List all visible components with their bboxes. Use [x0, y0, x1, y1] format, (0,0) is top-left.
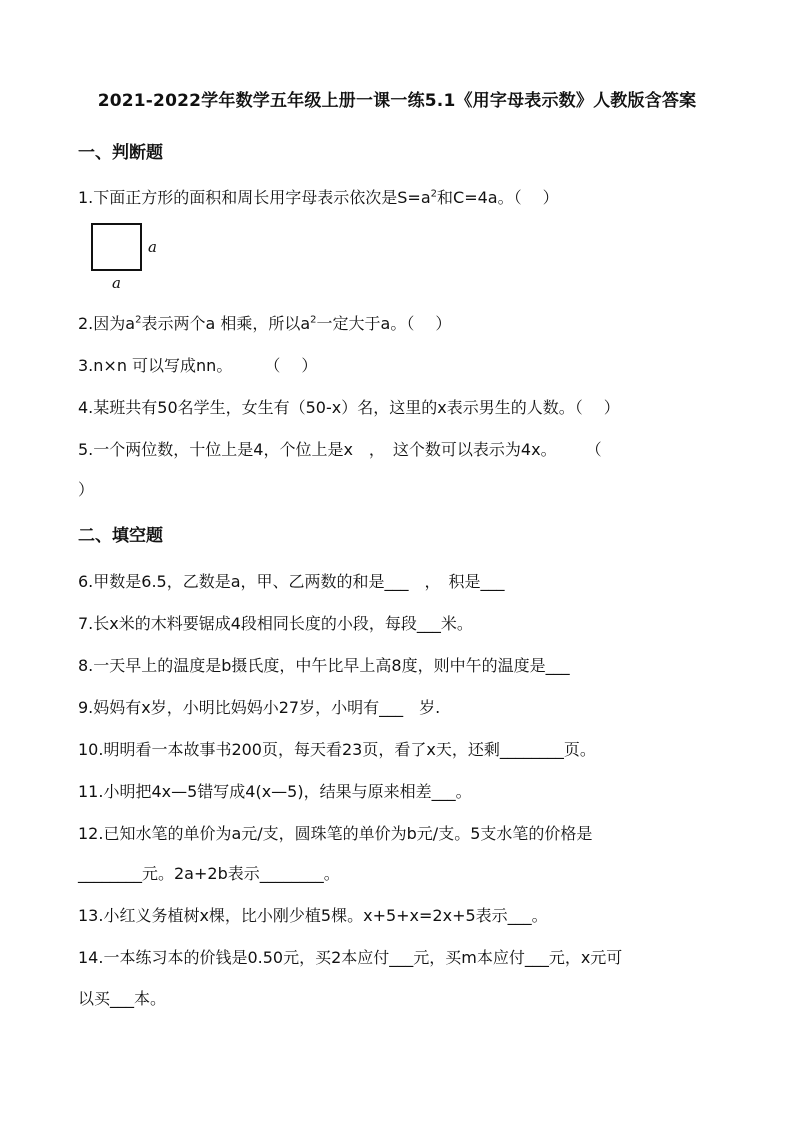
question-9: 9.妈妈有x岁，小明比妈妈小27岁，小明有___ 岁. [78, 698, 441, 717]
question-10: 10.明明看一本故事书200页，每天看23页，看了x天，还剩________页。 [78, 740, 596, 759]
question-14-line-2: 以买___本。 [78, 989, 167, 1008]
document-title: 2021-2022学年数学五年级上册一课一练5.1《用字母表示数》人教版含答案 [97, 91, 697, 111]
question-11: 11.小明把4x—5错写成4(x—5)，结果与原来相差___。 [78, 782, 472, 801]
question-2 [78, 311, 451, 334]
question-12-line-2: ________元。2a+2b表示________。 [78, 864, 340, 883]
question-12-line-1: 12.已知水笔的单价为a元/支，圆珠笔的单价为b元/支。5支水笔的价格是 [78, 824, 593, 843]
question-2-text-end: 一定大于a。（ ） [316, 314, 452, 333]
question-1-superscript: 2 [430, 188, 438, 200]
question-2-superscript-2: 2 [310, 314, 317, 326]
question-14-line-1: 14.一本练习本的价钱是0.50元，买2本应付___元，买m本应付___元，x元可 [78, 948, 623, 967]
question-2-text-mid: 表示两个a 相乘，所以a [141, 314, 311, 333]
question-6: 6.甲数是6.5，乙数是a，甲、乙两数的和是___ ， 积是___ [78, 572, 505, 591]
section-heading-fill-blank: 二、填空题 [78, 526, 163, 546]
question-2-superscript: 2 [135, 314, 142, 326]
question-3: 3.n×n 可以写成nn。 （ ） [78, 356, 318, 375]
question-2-text: 2.因为a [78, 314, 136, 333]
question-1-text: 1.下面正方形的面积和周长用字母表示依次是S=a [78, 188, 431, 207]
question-1-text-end: 和C=4a。（ ） [437, 188, 559, 207]
question-7: 7.长x米的木料要锯成4段相同长度的小段，每段___米。 [78, 614, 473, 633]
question-5-line-2: ） [78, 480, 95, 499]
square-side-label: a [148, 238, 157, 256]
question-4: 4.某班共有50名学生，女生有（50-x）名，这里的x表示男生的人数。（ ） [78, 398, 620, 417]
question-13: 13.小红义务植树x棵，比小刚少植5棵。x+5+x=2x+5表示___。 [78, 906, 548, 925]
square-figure [91, 223, 142, 271]
section-heading-judgment: 一、判断题 [78, 143, 163, 163]
question-8: 8.一天早上的温度是b摄氏度，中午比早上高8度，则中午的温度是___ [78, 656, 570, 675]
square-bottom-label: a [112, 274, 121, 292]
question-1 [78, 185, 559, 208]
question-5-line-1: 5.一个两位数，十位上是4，个位上是x ， 这个数可以表示为4x。 （ [78, 440, 602, 459]
